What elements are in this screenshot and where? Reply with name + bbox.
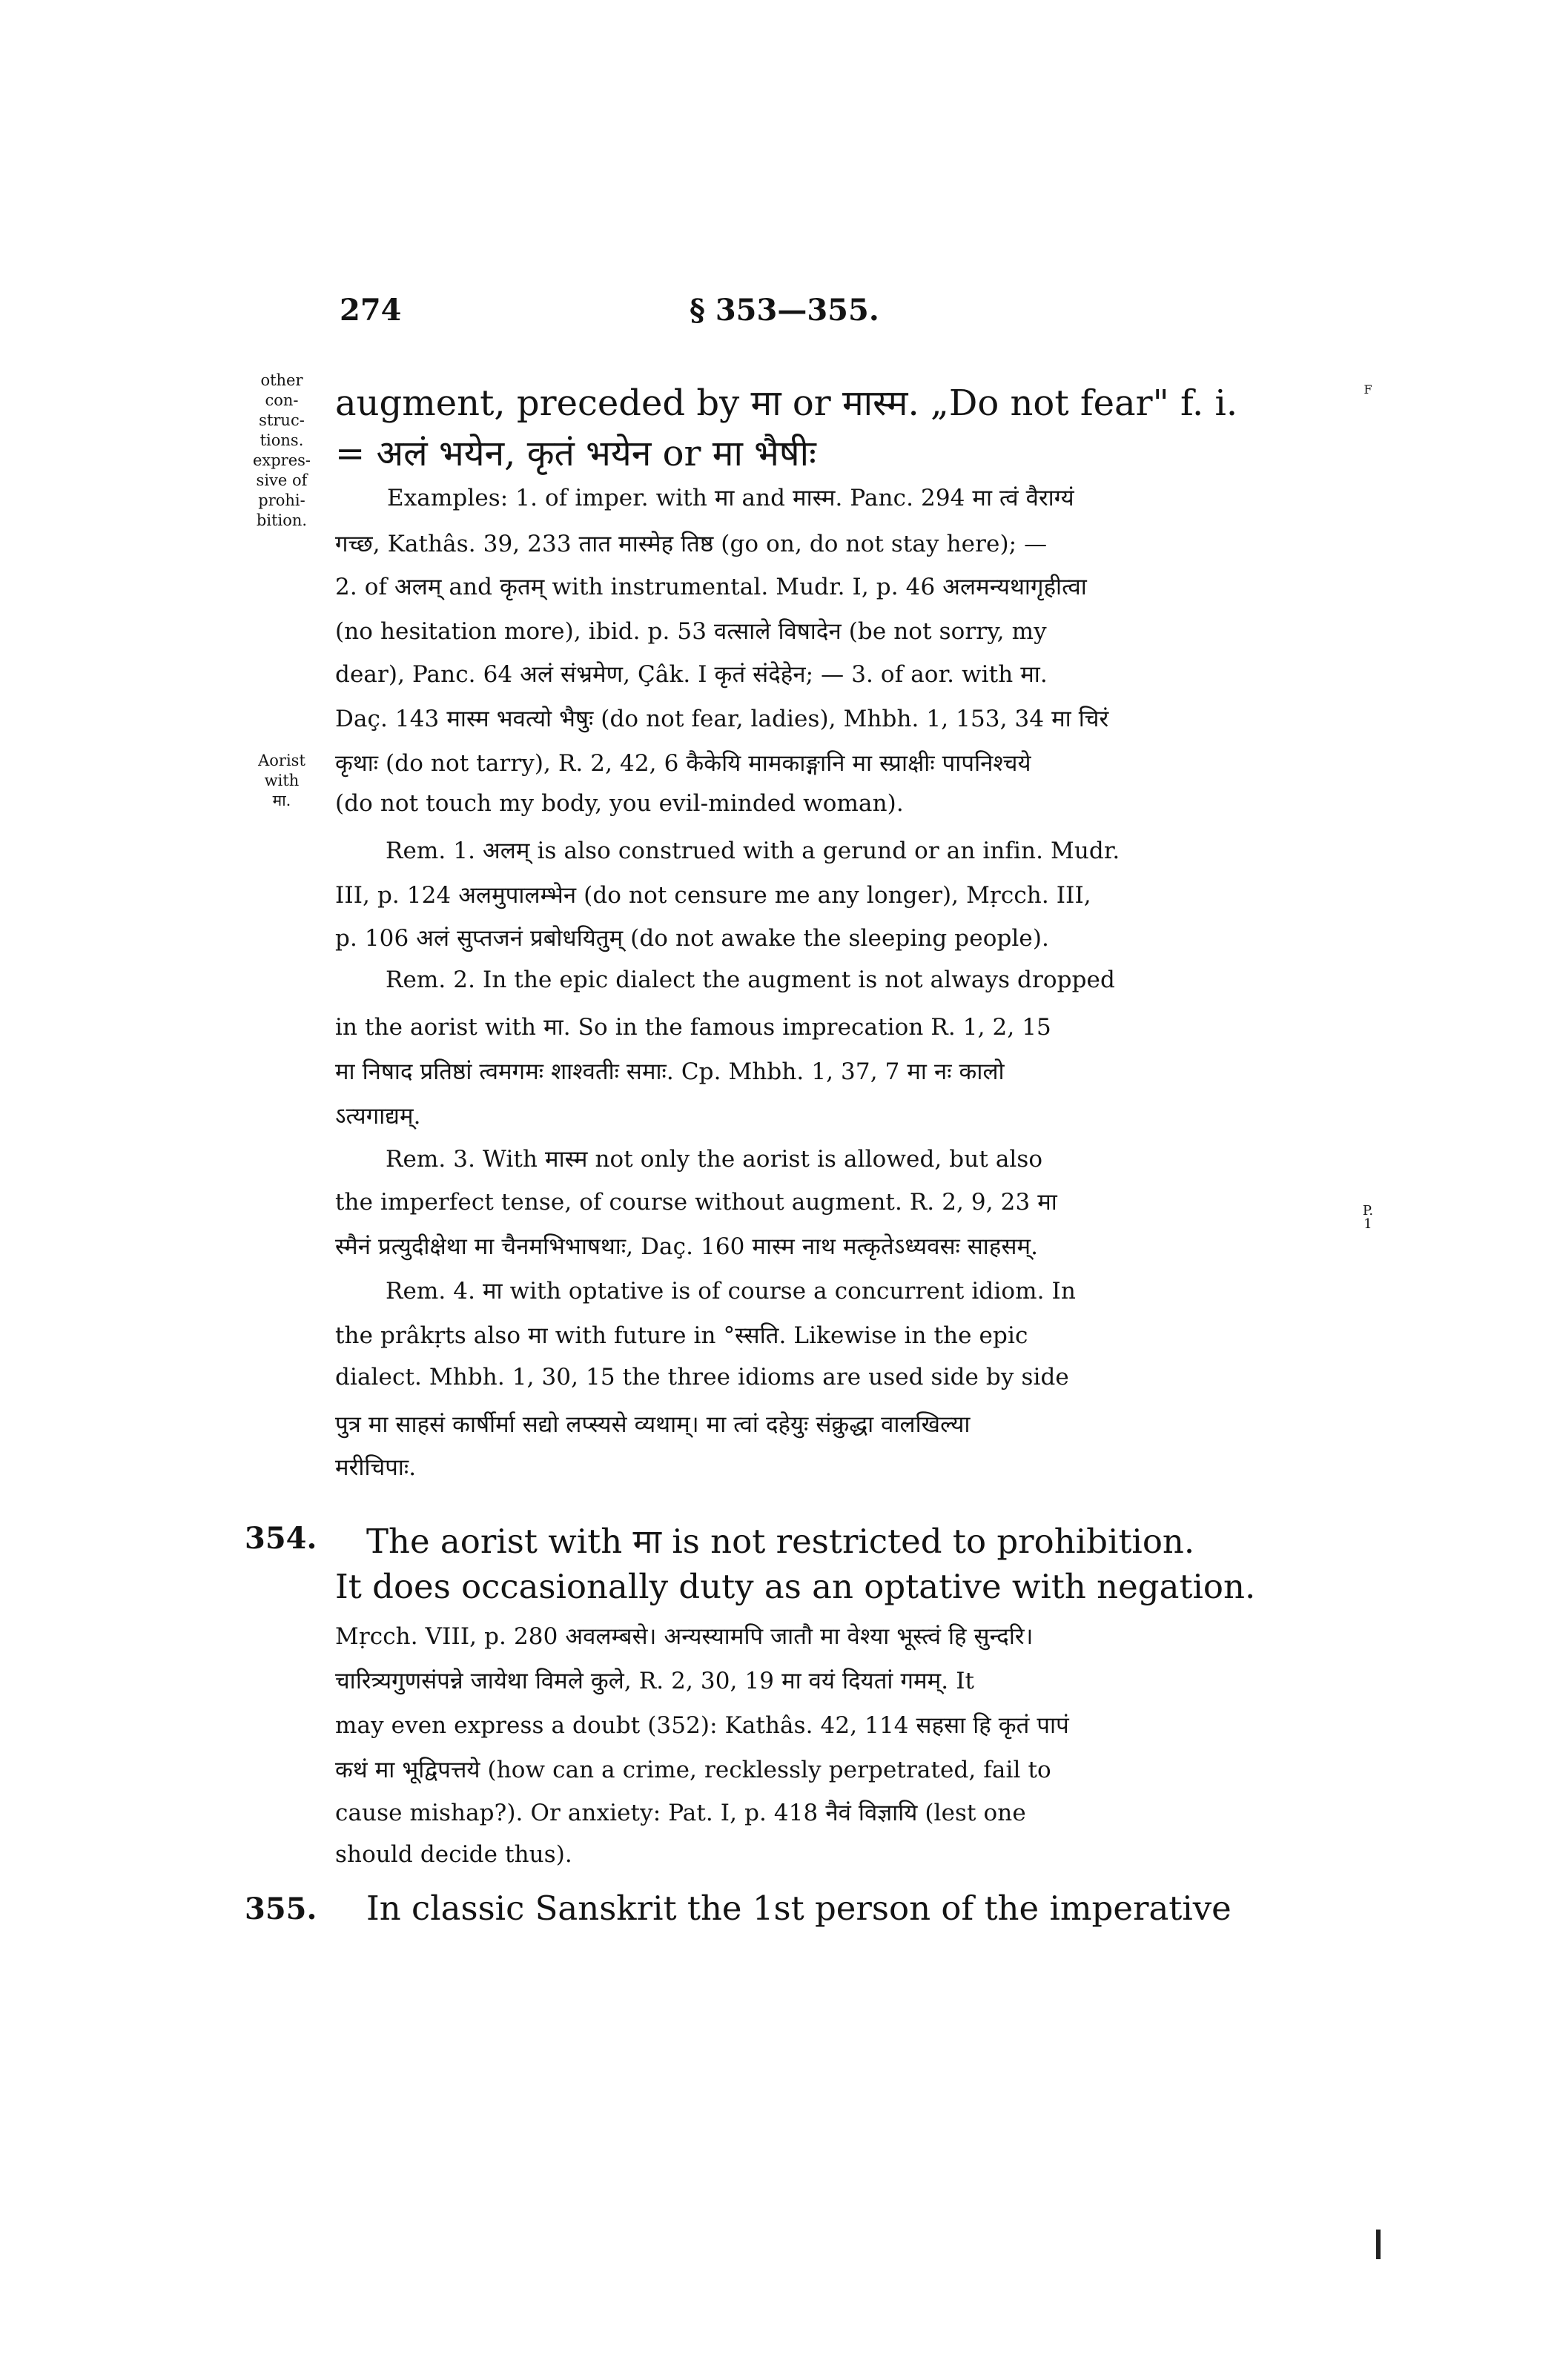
- margin-note-line: with: [264, 772, 300, 789]
- text-line: (do not touch my body, you evil-minded woman).: [335, 790, 904, 817]
- section-354-lead: The aorist with मा is not restricted to prohibition.: [366, 1522, 1195, 1561]
- text-line: कृथाः (do not tarry), R. 2, 42, 6 कैकेयि मामकाङ्गानि मा स्प्राक्षीः पापनिश्चये: [335, 750, 1031, 777]
- text-line: = अलं भयेन, कृतं भयेन or मा भैषीः: [335, 433, 816, 474]
- text-line: ऽत्यगाद्यम्.: [335, 1103, 421, 1130]
- text-line: Rem. 1. अलम् is also construed with a gerund or an infin. Mudr.: [386, 838, 1120, 864]
- text-line: cause mishap?). Or anxiety: Pat. I, p. 418 नैवं विज्ञायि (lest one: [335, 1800, 1026, 1826]
- text-line: चारित्र्यगुणसंपन्ने जायेथा विमले कुले, R. 2, 30, 19 मा वयं दियतां गमम्. It: [335, 1668, 975, 1694]
- text-line: III, p. 124 अलमुपालम्भेन (do not censure me any longer), Mṛcch. III,: [335, 882, 1091, 909]
- margin-note-other-constructions: [245, 371, 319, 531]
- text-line: कथं मा भूद्विपत्तये (how can a crime, recklessly perpetrated, fail to: [335, 1757, 1051, 1783]
- margin-note-line: tions.: [260, 431, 304, 449]
- margin-note-line: bition.: [256, 511, 308, 529]
- margin-note-line: Aorist: [258, 752, 305, 769]
- margin-note-line: other: [260, 371, 303, 389]
- text-line: Mṛcch. VIII, p. 280 अवलम्बसे। अन्यस्यामपि जातौ मा वेश्या भूस्त्वं हि सुन्दरि।: [335, 1623, 1034, 1650]
- margin-note-line: struc-: [259, 411, 305, 429]
- text-line: स्मैनं प्रत्युदीक्षेथा मा चैनमभिभाषथाः, Daç. 160 मास्म नाथ मत्कृतेऽध्यवसः साहसम्.: [335, 1233, 1039, 1260]
- text-line: गच्छ, Kathâs. 39, 233 तात मास्मेह तिष्ठ (go on, do not stay here); —: [335, 531, 1048, 557]
- text-line: It does occasionally duty as an optative with negation.: [335, 1567, 1256, 1606]
- text-line: augment, preceded by मा or मास्म. „Do not fear" f. i.: [335, 382, 1238, 424]
- margin-note-line: P.: [1362, 1203, 1374, 1219]
- text-line: the imperfect tense, of course without augment. R. 2, 9, 23 मा: [335, 1189, 1057, 1216]
- text-line: dialect. Mhbh. 1, 30, 15 the three idioms are used side by side: [335, 1364, 1069, 1390]
- text-line: पुत्र मा साहसं कार्षीर्मा सद्यो लप्स्यसे व्यथाम्। मा त्वां दहेयुः संक्रुद्धा वालखिल्या: [335, 1411, 971, 1438]
- section-355-lead: In classic Sanskrit the 1st person of the imperative: [366, 1889, 1232, 1928]
- text-line: should decide thus).: [335, 1841, 572, 1868]
- section-number-355: 355.: [245, 1892, 317, 1926]
- text-line: p. 106 अलं सुप्तजनं प्रबोधयितुम् (do not awake the sleeping people).: [335, 925, 1050, 952]
- margin-note-line: con-: [265, 391, 299, 409]
- margin-note-line: 1: [1363, 1216, 1372, 1232]
- text-line: the prâkṛts also मा with future in °स्सति. Likewise in the epic: [335, 1322, 1028, 1349]
- section-range: § 353—355.: [690, 293, 879, 328]
- page-number: 274: [340, 293, 402, 328]
- margin-note-aorist-with-ma: [248, 751, 315, 811]
- margin-note-p1: [1357, 1204, 1379, 1231]
- margin-note-line: sive of: [256, 471, 308, 489]
- margin-note-line: prohi-: [258, 491, 305, 509]
- text-line: Rem. 2. In the epic dialect the augment is not always dropped: [386, 967, 1115, 993]
- text-line: Examples: 1. of imper. with मा and मास्म. Panc. 294 मा त्वं वैराग्यं: [387, 485, 1074, 511]
- ink-mark: [1376, 2230, 1381, 2259]
- margin-note-line: मा.: [272, 792, 291, 809]
- text-line: Rem. 4. मा with optative is of course a concurrent idiom. In: [386, 1278, 1076, 1305]
- text-line: in the aorist with मा. So in the famous imprecation R. 1, 2, 15: [335, 1014, 1051, 1041]
- text-line: may even express a doubt (352): Kathâs. 42, 114 सहसा हि कृतं पापं: [335, 1712, 1069, 1739]
- text-line: Rem. 3. With मास्म not only the aorist is allowed, but also: [386, 1146, 1043, 1173]
- text-line: (no hesitation more), ibid. p. 53 वत्साले विषादेन (be not sorry, my: [335, 618, 1047, 645]
- page-header: [0, 293, 1557, 337]
- text-line: 2. of अलम् and कृतम् with instrumental. Mudr. I, p. 46 अलमन्यथागृहीत्वा: [335, 574, 1087, 600]
- margin-note-line: expres-: [252, 451, 311, 469]
- text-line: मा निषाद प्रतिष्ठां त्वमगमः शाश्वतीः समाः. Cp. Mhbh. 1, 37, 7 मा नः कालो: [335, 1058, 1005, 1085]
- text-line: Daç. 143 मास्म भवत्यो भैषुः (do not fear, ladies), Mhbh. 1, 153, 34 मा चिरं: [335, 706, 1109, 732]
- text-line: मरीचिपाः.: [335, 1454, 417, 1481]
- margin-note-f: [1361, 379, 1375, 400]
- text-line: dear), Panc. 64 अलं संभ्रमेण, Çâk. I कृतं संदेहेन; — 3. of aor. with मा.: [335, 661, 1048, 688]
- section-number-354: 354.: [245, 1521, 317, 1556]
- margin-note-line: F: [1363, 382, 1372, 397]
